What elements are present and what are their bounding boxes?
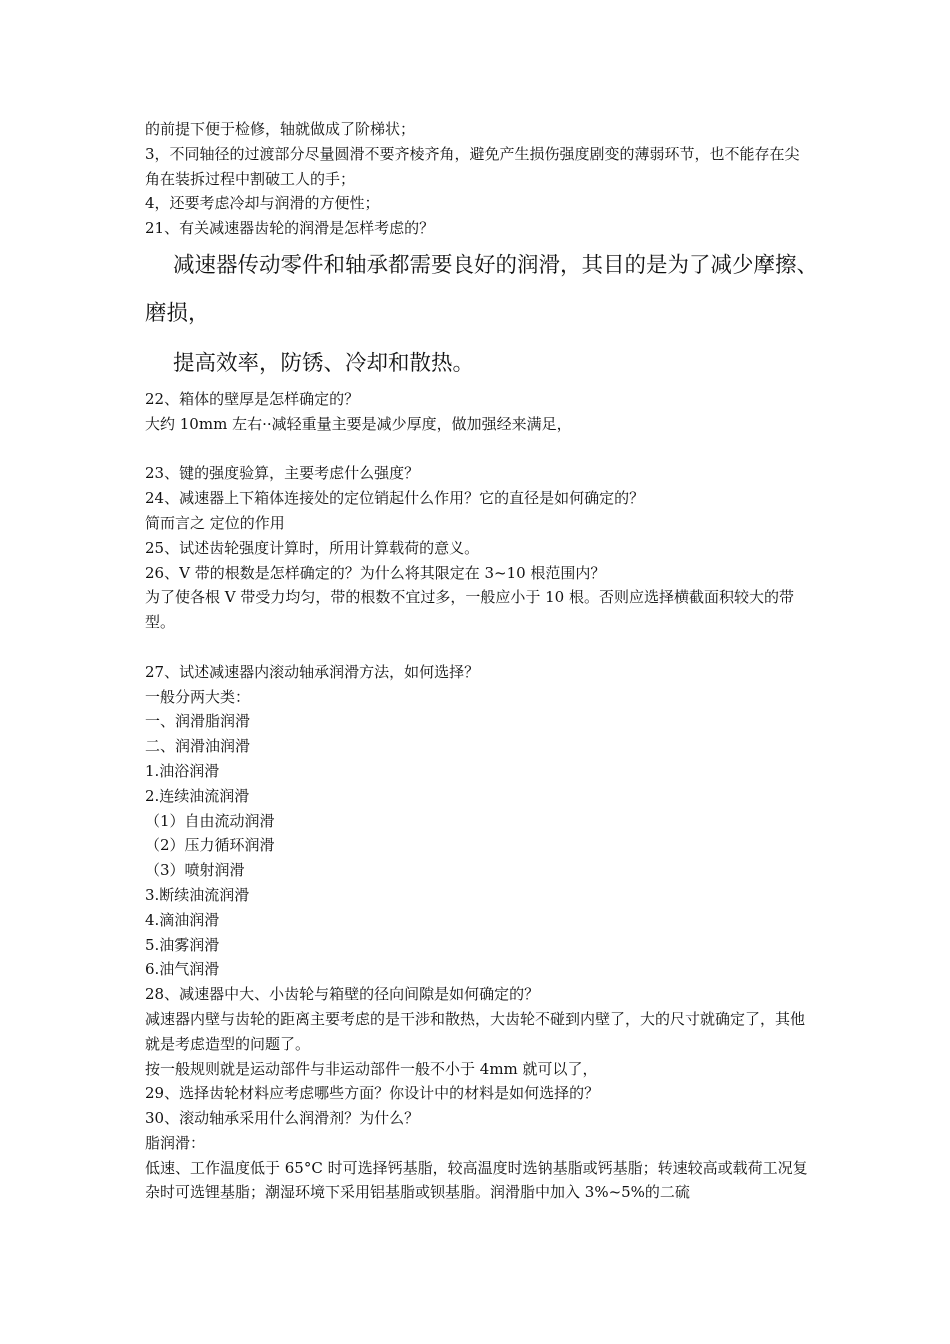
large-text-line: 提高效率，防锈、冷却和散热。 [173,350,475,376]
question-28: 28、减速器中大、小齿轮与箱壁的径向间隙是如何确定的？ [145,985,540,1004]
list-item: 2.连续油流润滑 [145,786,250,805]
list-item: （3）喷射润滑 [145,861,245,880]
answer-30: 低速、工作温度低于 65°C 时可选择钙基脂，较高温度时选钠基脂或钙基脂；转速较高或载荷工况复杂时可选锂基脂；潮湿环境下采用铝基脂或钡基脂。润滑脂中加入 3%~5%的二硫 [145,1158,808,1202]
list-item: （2）压力循环润滑 [145,836,275,855]
list-item: 1.油浴润滑 [145,761,220,780]
question-23: 23、键的强度验算，主要考虑什么强度？ [145,464,420,483]
list-item: 5.油雾润滑 [145,935,220,954]
answer-28: 减速器内壁与齿轮的距离主要考虑的是干涉和散热，大齿轮不碰到内壁了，大的尺寸就确定了，其他就是考虑造型的问题了。 [145,1009,806,1053]
list-item: 3.断续油流润滑 [145,885,250,904]
question-24: 24、减速器上下箱体连接处的定位销起什么作用？它的直径是如何确定的？ [145,489,645,508]
text-paragraph: 3，不同轴径的过渡部分尽量圆滑不要齐棱齐角，避免产生损伤强度剧变的薄弱环节，也不能存在尖角在装拆过程中割破工人的手； [145,144,800,188]
large-text-line: 磨损， [145,300,210,326]
answer-28-rule: 按一般规则就是运动部件与非运动部件一般不小于 4mm 就可以了， [145,1059,598,1078]
document-page [145,117,819,1205]
question-25: 25、试述齿轮强度计算时，所用计算载荷的意义。 [145,538,480,557]
question-30: 30、滚动轴承采用什么润滑剂？为什么？ [145,1109,420,1128]
list-item: 一、润滑脂润滑 [145,712,251,731]
question-27: 27、试述减速器内滚动轴承润滑方法，如何选择？ [145,662,480,681]
answer-30-heading: 脂润滑： [145,1133,206,1152]
answer-26: 为了使各根 V 带受力均匀，带的根数不宜过多，一般应小于 10 根。否则应选择横截面积较大的带型。 [145,588,794,632]
question-21: 21、有关减速器齿轮的润滑是怎样考虑的？ [145,219,435,238]
question-26: 26、V 带的根数是怎样确定的？为什么将其限定在 3~10 根范围内？ [145,563,606,582]
answer-22: 大约 10mm 左右··减轻重量主要是减少厚度，做加强经来满足， [145,414,572,433]
list-item: 二、润滑油润滑 [145,737,251,756]
question-29: 29、选择齿轮材料应考虑哪些方面？你设计中的材料是如何选择的？ [145,1084,600,1103]
text-line: 4，还要考虑冷却与润滑的方便性； [145,194,380,213]
blank-line [145,635,810,660]
large-text-line: 减速器传动零件和轴承都需要良好的润滑，其目的是为了减少摩擦、 [173,252,819,278]
blank-line [145,437,810,462]
list-item: 6.油气润滑 [145,960,220,979]
list-item: （1）自由流动润滑 [145,811,275,830]
list-item: 4.滴油润滑 [145,910,220,929]
question-22: 22、箱体的壁厚是怎样确定的？ [145,389,360,408]
text-line: 的前提下便于检修，轴就做成了阶梯状； [145,120,416,138]
answer-24: 简而言之 定位的作用 [145,513,285,532]
list-item: 一般分两大类： [145,687,251,706]
